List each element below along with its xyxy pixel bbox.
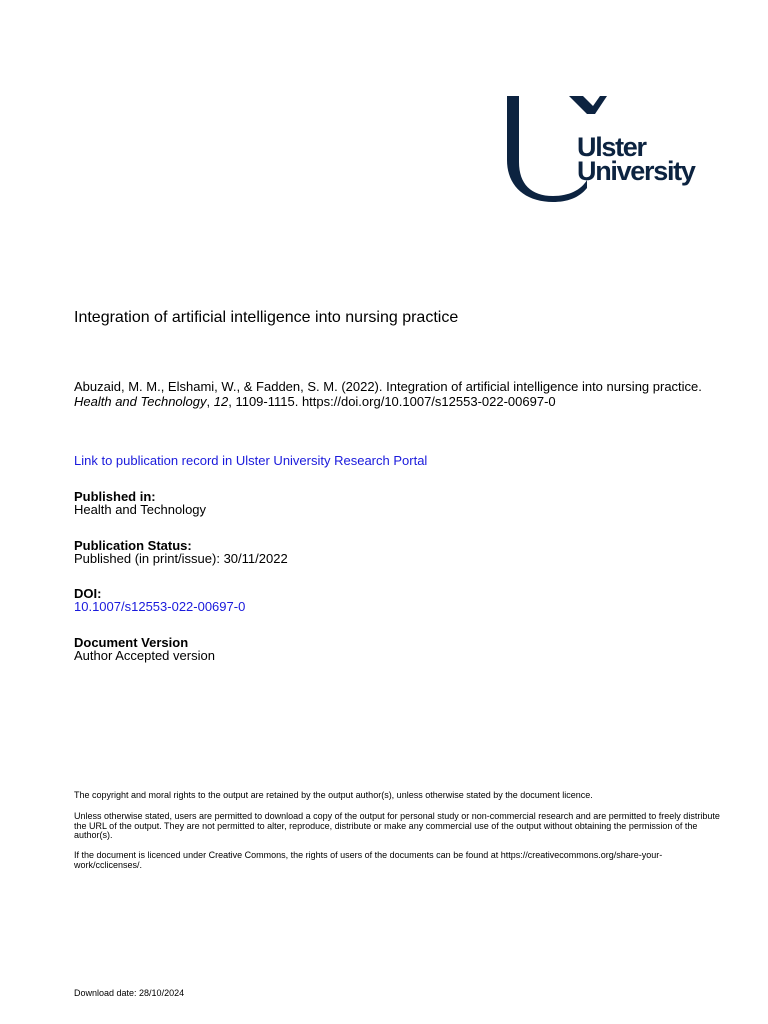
publication-status-value: Published (in print/issue): 30/11/2022 (74, 551, 288, 566)
citation-journal: Health and Technology (74, 394, 207, 409)
usage-notice: Unless otherwise stated, users are permitted to download a copy of the output for personal study or non-commercial research and are permitted to freely distribute the URL of the output. They are not permitted to alter, reproduce, distribute or make any commercial use of the output without obtaining the permission of the author(s). (74, 811, 720, 841)
publication-status-field (74, 539, 288, 565)
document-version-value: Author Accepted version (74, 648, 215, 663)
download-date: Download date: 28/10/2024 (74, 988, 185, 998)
logo-word-university: University (577, 156, 695, 186)
citation (74, 379, 702, 409)
doi-field (74, 587, 245, 613)
research-portal-link[interactable]: Link to publication record in Ulster University Research Portal (74, 453, 428, 468)
copyright-notice: The copyright and moral rights to the output are retained by the output author(s), unless otherwise stated by the document licence. (74, 790, 593, 800)
published-in-value: Health and Technology (74, 502, 207, 517)
doi-label: DOI: (74, 586, 102, 601)
publication-status-label: Publication Status: (74, 538, 192, 553)
doi-link[interactable]: 10.1007/s12553-022-00697-0 (74, 599, 246, 614)
ulster-university-logo (505, 92, 710, 202)
published-in-label: Published in: (74, 489, 156, 504)
published-in-field (74, 490, 206, 516)
citation-volume: 12 (213, 394, 229, 409)
document-version-field (74, 636, 215, 662)
citation-sep: , (206, 394, 214, 409)
citation-authors: Abuzaid, M. M., Elshami, W., & Fadden, S. M. (2022). Integration of artificial intelligence into nursing practice. (74, 379, 702, 394)
creative-commons-notice: If the document is licenced under Creative Commons, the rights of users of the documents can be found at https://creativecommons.org/share-your-work/cclicenses/. (74, 850, 663, 870)
citation-pages-doi: , 1109-1115. https://doi.org/10.1007/s12553-022-00697-0 (228, 394, 556, 409)
citation-source (74, 394, 702, 409)
document-version-label: Document Version (74, 635, 189, 650)
paper-title: Integration of artificial intelligence into nursing practice (74, 309, 459, 326)
logo-word-ulster: Ulster (577, 132, 646, 162)
